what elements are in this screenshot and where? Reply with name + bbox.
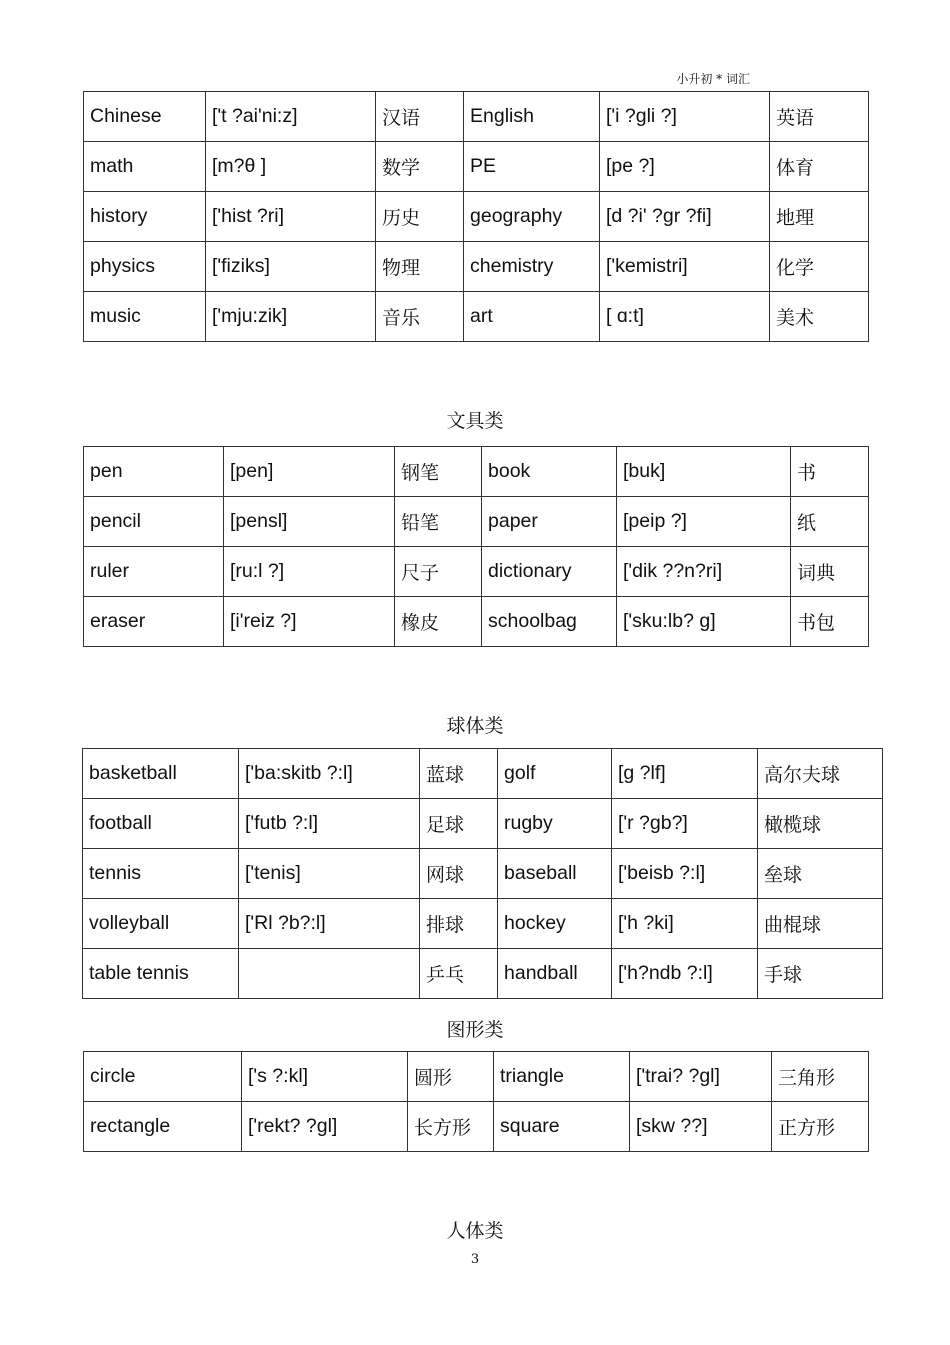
vocab-word-cell: physics bbox=[84, 242, 206, 292]
vocab-row bbox=[84, 142, 869, 192]
vocab-word-cell: basketball bbox=[83, 749, 239, 799]
vocab-word-cell: schoolbag bbox=[482, 597, 617, 647]
vocab-phonetic-cell: ['tenis] bbox=[239, 849, 420, 899]
vocab-phonetic-cell: [peip ?] bbox=[617, 497, 791, 547]
vocab-meaning-cell: 排球 bbox=[420, 899, 498, 949]
vocab-phonetic-cell: ['Rl ?b?:l] bbox=[239, 899, 420, 949]
vocab-phonetic-cell: [buk] bbox=[617, 447, 791, 497]
vocab-word-cell: tennis bbox=[83, 849, 239, 899]
vocab-word-cell: ruler bbox=[84, 547, 224, 597]
vocab-row bbox=[83, 849, 883, 899]
page-number: 3 bbox=[470, 1252, 480, 1267]
vocab-meaning-cell: 地理 bbox=[770, 192, 869, 242]
vocab-phonetic-cell: ['fiziks] bbox=[206, 242, 376, 292]
vocab-meaning-cell: 词典 bbox=[791, 547, 869, 597]
vocab-meaning-cell: 钢笔 bbox=[395, 447, 482, 497]
vocab-phonetic-cell: ['i ?gli ?] bbox=[600, 92, 770, 142]
vocab-phonetic-cell: ['beisb ?:l] bbox=[612, 849, 758, 899]
vocab-word-cell: pen bbox=[84, 447, 224, 497]
section-title-shapes: 图形类 bbox=[446, 1019, 504, 1041]
vocab-meaning-cell: 数学 bbox=[376, 142, 464, 192]
vocab-row bbox=[84, 92, 869, 142]
vocab-row bbox=[84, 597, 869, 647]
vocab-phonetic-cell: [m?θ ] bbox=[206, 142, 376, 192]
vocab-meaning-cell: 乒乓 bbox=[420, 949, 498, 999]
vocab-phonetic-cell: ['h?ndb ?:l] bbox=[612, 949, 758, 999]
vocab-phonetic-cell: ['rekt? ?gl] bbox=[242, 1102, 408, 1152]
vocab-row bbox=[84, 242, 869, 292]
vocab-meaning-cell: 橡皮 bbox=[395, 597, 482, 647]
vocab-row bbox=[84, 497, 869, 547]
vocab-meaning-cell: 蓝球 bbox=[420, 749, 498, 799]
vocab-word-cell: book bbox=[482, 447, 617, 497]
vocab-word-cell: geography bbox=[464, 192, 600, 242]
vocab-row bbox=[84, 192, 869, 242]
vocab-meaning-cell: 书 bbox=[791, 447, 869, 497]
vocab-phonetic-cell: [ru:l ?] bbox=[224, 547, 395, 597]
vocab-row bbox=[84, 547, 869, 597]
vocab-word-cell: baseball bbox=[498, 849, 612, 899]
page-header: 小升初 * 词汇 bbox=[676, 72, 750, 86]
vocab-meaning-cell: 化学 bbox=[770, 242, 869, 292]
vocab-phonetic-cell: ['trai? ?gl] bbox=[630, 1052, 772, 1102]
vocab-row bbox=[83, 949, 883, 999]
vocab-word-cell: circle bbox=[84, 1052, 242, 1102]
vocab-table-subjects bbox=[83, 91, 869, 342]
vocab-meaning-cell: 三角形 bbox=[772, 1052, 869, 1102]
vocab-meaning-cell: 高尔夫球 bbox=[758, 749, 883, 799]
vocab-meaning-cell: 尺子 bbox=[395, 547, 482, 597]
vocab-row bbox=[84, 1052, 869, 1102]
vocab-word-cell: triangle bbox=[494, 1052, 630, 1102]
vocab-meaning-cell: 垒球 bbox=[758, 849, 883, 899]
vocab-phonetic-cell: ['futb ?:l] bbox=[239, 799, 420, 849]
vocab-phonetic-cell: [ ɑ:t] bbox=[600, 292, 770, 342]
vocab-phonetic-cell: [d ?i' ?gr ?fi] bbox=[600, 192, 770, 242]
vocab-word-cell: table tennis bbox=[83, 949, 239, 999]
vocab-word-cell: hockey bbox=[498, 899, 612, 949]
vocab-row bbox=[84, 1102, 869, 1152]
vocab-word-cell: math bbox=[84, 142, 206, 192]
vocab-meaning-cell: 音乐 bbox=[376, 292, 464, 342]
section-title-ball-sports: 球体类 bbox=[446, 715, 504, 737]
vocab-meaning-cell: 足球 bbox=[420, 799, 498, 849]
vocab-meaning-cell: 历史 bbox=[376, 192, 464, 242]
vocab-phonetic-cell: [pen] bbox=[224, 447, 395, 497]
vocab-phonetic-cell: ['t ?ai'ni:z] bbox=[206, 92, 376, 142]
vocab-word-cell: pencil bbox=[84, 497, 224, 547]
vocab-phonetic-cell: ['dik ??n?ri] bbox=[617, 547, 791, 597]
vocab-meaning-cell: 美术 bbox=[770, 292, 869, 342]
vocab-phonetic-cell: ['kemistri] bbox=[600, 242, 770, 292]
vocab-meaning-cell: 汉语 bbox=[376, 92, 464, 142]
vocab-phonetic-cell: ['s ?:kl] bbox=[242, 1052, 408, 1102]
vocab-phonetic-cell bbox=[239, 949, 420, 999]
vocab-word-cell: history bbox=[84, 192, 206, 242]
vocab-meaning-cell: 物理 bbox=[376, 242, 464, 292]
vocab-meaning-cell: 正方形 bbox=[772, 1102, 869, 1152]
vocab-meaning-cell: 圆形 bbox=[408, 1052, 494, 1102]
vocab-meaning-cell: 书包 bbox=[791, 597, 869, 647]
vocab-word-cell: handball bbox=[498, 949, 612, 999]
vocab-table-shapes bbox=[83, 1051, 869, 1152]
vocab-word-cell: paper bbox=[482, 497, 617, 547]
vocab-phonetic-cell: [i'reiz ?] bbox=[224, 597, 395, 647]
vocab-meaning-cell: 网球 bbox=[420, 849, 498, 899]
vocab-word-cell: music bbox=[84, 292, 206, 342]
vocab-row bbox=[83, 899, 883, 949]
vocab-meaning-cell: 英语 bbox=[770, 92, 869, 142]
vocab-word-cell: Chinese bbox=[84, 92, 206, 142]
vocab-phonetic-cell: ['r ?gb?] bbox=[612, 799, 758, 849]
section-title-body: 人体类 bbox=[446, 1220, 504, 1242]
vocab-meaning-cell: 体育 bbox=[770, 142, 869, 192]
vocab-word-cell: volleyball bbox=[83, 899, 239, 949]
vocab-word-cell: dictionary bbox=[482, 547, 617, 597]
section-title-stationery: 文具类 bbox=[446, 410, 504, 432]
vocab-word-cell: English bbox=[464, 92, 600, 142]
vocab-phonetic-cell: ['hist ?ri] bbox=[206, 192, 376, 242]
vocab-phonetic-cell: ['h ?ki] bbox=[612, 899, 758, 949]
vocab-phonetic-cell: [skw ??] bbox=[630, 1102, 772, 1152]
vocab-meaning-cell: 长方形 bbox=[408, 1102, 494, 1152]
vocab-phonetic-cell: [g ?lf] bbox=[612, 749, 758, 799]
vocab-phonetic-cell: [pe ?] bbox=[600, 142, 770, 192]
vocab-row bbox=[84, 292, 869, 342]
vocab-word-cell: rugby bbox=[498, 799, 612, 849]
vocab-word-cell: football bbox=[83, 799, 239, 849]
vocab-phonetic-cell: [pensl] bbox=[224, 497, 395, 547]
vocab-word-cell: eraser bbox=[84, 597, 224, 647]
vocab-word-cell: PE bbox=[464, 142, 600, 192]
vocab-table-stationery bbox=[83, 446, 869, 647]
vocab-meaning-cell: 橄榄球 bbox=[758, 799, 883, 849]
vocab-word-cell: rectangle bbox=[84, 1102, 242, 1152]
vocab-row bbox=[83, 749, 883, 799]
vocab-meaning-cell: 曲棍球 bbox=[758, 899, 883, 949]
vocab-meaning-cell: 铅笔 bbox=[395, 497, 482, 547]
vocab-row bbox=[84, 447, 869, 497]
vocab-phonetic-cell: ['ba:skitb ?:l] bbox=[239, 749, 420, 799]
vocab-phonetic-cell: ['mju:zik] bbox=[206, 292, 376, 342]
vocab-word-cell: chemistry bbox=[464, 242, 600, 292]
vocab-meaning-cell: 手球 bbox=[758, 949, 883, 999]
vocab-row bbox=[83, 799, 883, 849]
vocab-word-cell: art bbox=[464, 292, 600, 342]
vocab-phonetic-cell: ['sku:lb? g] bbox=[617, 597, 791, 647]
vocab-table-ball-sports bbox=[82, 748, 883, 999]
vocab-word-cell: golf bbox=[498, 749, 612, 799]
vocab-word-cell: square bbox=[494, 1102, 630, 1152]
vocab-meaning-cell: 纸 bbox=[791, 497, 869, 547]
